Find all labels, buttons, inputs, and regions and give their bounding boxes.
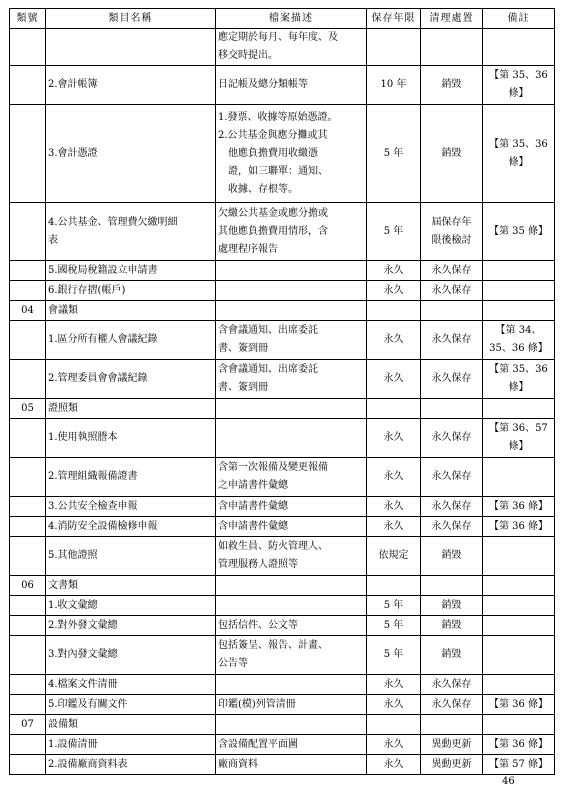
category-code: 05 [10,399,46,419]
category-name: 設備類 [46,715,216,735]
item-name: 2.管理組織報備證書 [46,458,216,497]
disposal-method: 永久保存 [421,458,483,497]
empty-cell [216,301,367,321]
category-code: 06 [10,576,46,596]
item-description: 欠繳公共基金或應分擔或 其他應負擔費用情形，含 處理程序報告 [216,203,367,261]
class-code-cell [10,203,46,261]
remark-note: 【第 35、36 條】 [483,105,555,203]
retention-period: 5 年 [367,203,421,261]
item-name: 3.對內發文彙總 [46,636,216,675]
header-class-code: 類號 [10,9,46,29]
remark-note: 【第 35、36 條】 [483,66,555,105]
class-code-cell [10,105,46,203]
table-row [10,497,555,517]
retention-period: 5 年 [367,105,421,203]
empty-cell [367,576,421,596]
category-row [10,301,555,321]
empty-cell [216,576,367,596]
remark-note: 【第 35 條】 [483,203,555,261]
item-description: 含會議通知、出席委託 書、簽到冊 [216,321,367,360]
remark-note [483,261,555,281]
retention-period: 5 年 [367,616,421,636]
empty-cell [216,399,367,419]
table-row [10,636,555,675]
remark-note: 【第 36 條】 [483,735,555,755]
remark-note: 【第 36 條】 [483,517,555,537]
item-description [216,419,367,458]
table-row [10,735,555,755]
item-name: 6.銀行存摺(帳戶) [46,281,216,301]
item-description [216,675,367,695]
item-description: 含會議通知、出席委託 書、簽到冊 [216,360,367,399]
class-code-cell [10,281,46,301]
remark-note: 【第 36 條】 [483,695,555,715]
class-code-cell [10,321,46,360]
class-code-cell [10,458,46,497]
item-name: 1.設備清冊 [46,735,216,755]
disposal-method: 永久保存 [421,695,483,715]
retention-period: 永久 [367,497,421,517]
retention-period: 永久 [367,261,421,281]
header-item-name: 類目名稱 [46,9,216,29]
table-row [10,419,555,458]
item-description [216,281,367,301]
item-name: 3.會計憑證 [46,105,216,203]
item-name: 4.公共基金、管理費欠繳明細 表 [46,203,216,261]
table-row [10,675,555,695]
disposal-method: 銷毀 [421,537,483,576]
item-description: 日記帳及總分類帳等 [216,66,367,105]
empty-cell [367,715,421,735]
disposal-method: 異動更新 [421,755,483,775]
class-code-cell [10,419,46,458]
item-description: 如救生員、防火管理人、 管理服務人證照等 [216,537,367,576]
item-description: 包括簽呈、報告、計畫、 公告等 [216,636,367,675]
remark-note: 【第 36 條】 [483,497,555,517]
table-row [10,458,555,497]
disposal-method: 永久保存 [421,360,483,399]
table-row [10,616,555,636]
item-name: 2.設備廠商資料表 [46,755,216,775]
disposal-method: 永久保存 [421,419,483,458]
item-name [46,29,216,66]
table-body [10,29,555,775]
class-code-cell [10,66,46,105]
disposal-method: 銷毀 [421,596,483,616]
retention-period: 永久 [367,695,421,715]
empty-cell [367,399,421,419]
remark-note [483,596,555,616]
class-code-cell [10,755,46,775]
item-name: 5.其他證照 [46,537,216,576]
header-retention-period: 保存年限 [367,9,421,29]
category-name: 會議類 [46,301,216,321]
empty-cell [483,399,555,419]
page-number: 46 [502,776,515,787]
disposal-method: 屆保存年 限後檢討 [421,203,483,261]
category-row [10,576,555,596]
table-row [10,261,555,281]
header-description: 檔案描述 [216,9,367,29]
class-code-cell [10,537,46,576]
item-name: 4.檔案文件清冊 [46,675,216,695]
disposal-method: 銷毀 [421,616,483,636]
table-header-row [10,9,555,29]
table-row [10,596,555,616]
remark-note: 【第 34、 35、36 條】 [483,321,555,360]
table-row [10,537,555,576]
category-code: 04 [10,301,46,321]
category-row [10,715,555,735]
empty-cell [367,301,421,321]
item-description [216,596,367,616]
item-name: 1.區分所有權人會議紀錄 [46,321,216,360]
class-code-cell [10,261,46,281]
remark-note [483,636,555,675]
continuation-row [10,29,555,66]
retention-period: 永久 [367,517,421,537]
retention-period: 永久 [367,360,421,399]
item-description: 印鑑(模)列管清冊 [216,695,367,715]
table-row [10,66,555,105]
category-name: 證照類 [46,399,216,419]
item-name: 5.國稅局稅籍設立申請書 [46,261,216,281]
item-description: 應定期於每月、每年度、及 移交時提出。 [216,29,367,66]
empty-cell [483,715,555,735]
retention-period: 5 年 [367,636,421,675]
retention-period: 永久 [367,675,421,695]
empty-cell [421,399,483,419]
item-name: 2.會計帳簿 [46,66,216,105]
item-description: 含申請書件彙總 [216,517,367,537]
remark-note [483,675,555,695]
disposal-method: 銷毀 [421,66,483,105]
class-code-cell [10,596,46,616]
class-code-cell [10,695,46,715]
retention-period: 永久 [367,321,421,360]
remark-note: 【第 57 條】 [483,755,555,775]
class-code-cell [10,517,46,537]
table-row [10,105,555,203]
remark-note: 【第 35、36 條】 [483,360,555,399]
table-row [10,695,555,715]
class-code-cell [10,636,46,675]
retention-period: 永久 [367,281,421,301]
empty-cell [421,29,483,66]
empty-cell [483,576,555,596]
remark-note [483,281,555,301]
category-row [10,399,555,419]
class-code-cell [10,360,46,399]
disposal-method: 銷毀 [421,105,483,203]
class-code-cell [10,675,46,695]
remark-note [483,537,555,576]
item-description: 含申請書件彙總 [216,497,367,517]
item-name: 1.使用執照謄本 [46,419,216,458]
disposal-method: 永久保存 [421,497,483,517]
empty-cell [421,715,483,735]
empty-cell [421,576,483,596]
table-row [10,281,555,301]
table-row [10,360,555,399]
retention-table [9,8,555,775]
disposal-method: 永久保存 [421,321,483,360]
header-disposal: 清理處置 [421,9,483,29]
empty-cell [483,29,555,66]
class-code-cell [10,735,46,755]
retention-period: 永久 [367,755,421,775]
item-description: 廠商資料 [216,755,367,775]
disposal-method: 永久保存 [421,261,483,281]
retention-period: 永久 [367,458,421,497]
table-row [10,203,555,261]
disposal-method: 銷毀 [421,636,483,675]
disposal-method: 永久保存 [421,675,483,695]
disposal-method: 永久保存 [421,517,483,537]
table-row [10,321,555,360]
remark-note [483,458,555,497]
table-row [10,517,555,537]
retention-period: 10 年 [367,66,421,105]
retention-period: 依規定 [367,537,421,576]
empty-cell [483,301,555,321]
item-name: 2.管理委員會會議紀錄 [46,360,216,399]
item-description: 含設備配置平面圖 [216,735,367,755]
item-name: 4.消防安全設備檢修申報 [46,517,216,537]
item-name: 2.對外發文彙總 [46,616,216,636]
retention-period: 5 年 [367,596,421,616]
retention-period: 永久 [367,735,421,755]
retention-period: 永久 [367,419,421,458]
disposal-method: 異動更新 [421,735,483,755]
header-remarks: 備註 [483,9,555,29]
category-name: 文書類 [46,576,216,596]
item-description: 含第一次報備及變更報備 之申請書件彙總 [216,458,367,497]
class-code-cell [10,616,46,636]
item-name: 3.公共安全檢查申報 [46,497,216,517]
item-description: 包括信件、公文等 [216,616,367,636]
remark-note: 【第 36、57 條】 [483,419,555,458]
empty-cell [216,715,367,735]
class-code-cell [10,497,46,517]
class-code-cell [10,29,46,66]
disposal-method: 永久保存 [421,281,483,301]
empty-cell [421,301,483,321]
empty-cell [367,29,421,66]
item-description: 1.發票、收據等原始憑證。 2.公共基金與應分攤或其 他應負擔費用收繳憑 證，如三聯單：通知、 收據、存根等。 [216,105,367,203]
table-row [10,755,555,775]
item-name: 1.收文彙總 [46,596,216,616]
category-code: 07 [10,715,46,735]
item-description [216,261,367,281]
remark-note [483,616,555,636]
item-name: 5.印鑑及有關文件 [46,695,216,715]
